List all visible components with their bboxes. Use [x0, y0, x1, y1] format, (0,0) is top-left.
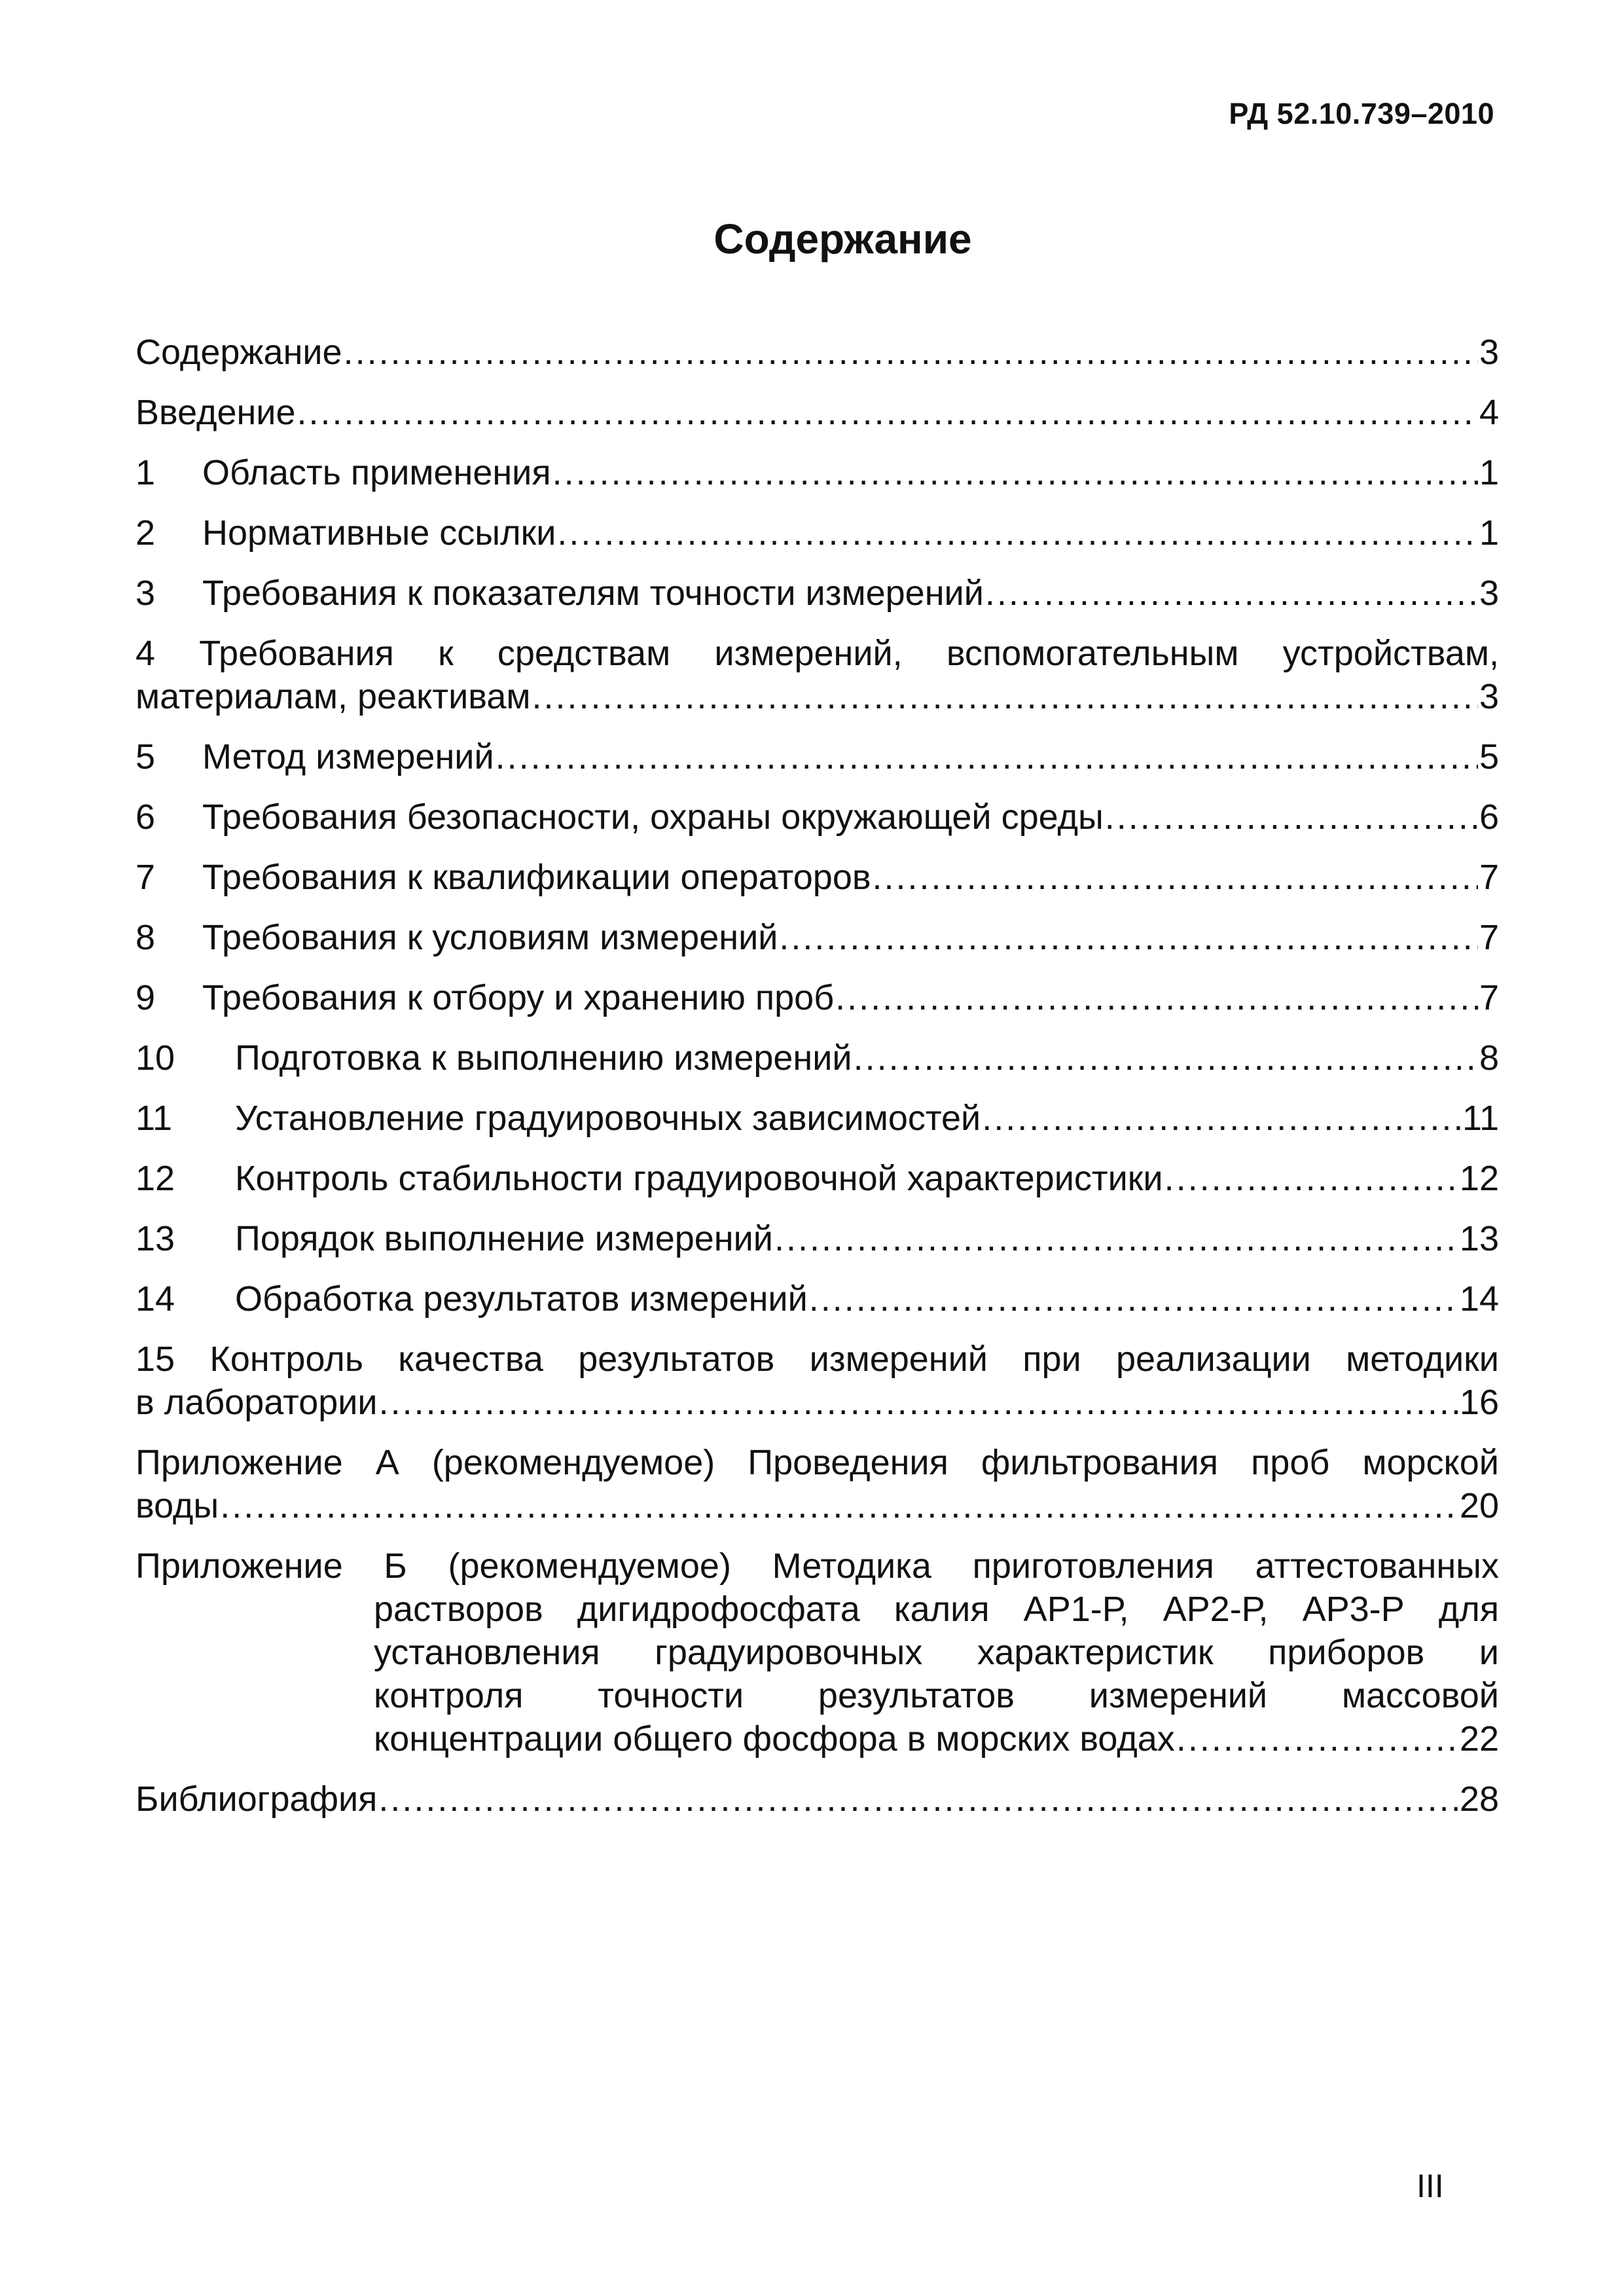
toc-entry-14[interactable] [135, 1277, 1499, 1321]
toc-entry-12[interactable] [135, 1157, 1499, 1200]
toc-entry-page: 1 [1479, 453, 1499, 492]
dot-leader [220, 1484, 1458, 1527]
toc-entry-word: аттестованных [1255, 1546, 1499, 1586]
toc-entry-word: Проведения [748, 1443, 948, 1482]
toc-entry-10[interactable] [135, 1036, 1499, 1080]
toc-entry-6[interactable] [135, 795, 1499, 839]
toc-entry-text: концентрации общего фосфора в морских водах [374, 1719, 1175, 1758]
dot-leader [557, 511, 1478, 555]
toc-entry-word: измерений [809, 1339, 988, 1379]
toc-entry-number: 5 [135, 737, 156, 776]
toc-entry-word: реализации [1116, 1339, 1311, 1379]
toc-entry-word: дигидрофосфата [577, 1590, 860, 1629]
toc-entry-page: 22 [1459, 1719, 1499, 1758]
toc-entry-text: материалам, реактивам [135, 677, 531, 716]
toc-entry-word: приготовления [972, 1546, 1214, 1586]
toc-entry-text: Требования к отбору и хранению проб [202, 978, 835, 1017]
toc-entry-text: Требования к показателям точности измерений [202, 574, 984, 613]
toc-entry-word: результатов [818, 1676, 1015, 1715]
toc-entry-number: 1 [135, 453, 156, 492]
dot-leader [1105, 795, 1478, 839]
toc-entry-number: 6 [135, 797, 156, 837]
toc-entry-word: измерений [1089, 1676, 1268, 1715]
toc-entry-word: калия [893, 1590, 990, 1629]
toc-entry-line [374, 1631, 1499, 1674]
toc-entry-page: 7 [1479, 858, 1499, 897]
toc-entry-word: Приложение [135, 1443, 343, 1482]
toc-entry-word: градуировочных [655, 1633, 923, 1672]
toc-entry-introduction[interactable] [135, 391, 1499, 434]
toc-entry-2[interactable] [135, 511, 1499, 555]
toc-entry-text: Контроль стабильности градуировочной характеристики [235, 1159, 1163, 1198]
toc-entry-word: точности [598, 1676, 744, 1715]
toc-entry-word: качества [398, 1339, 543, 1379]
toc-entry-word: к [438, 634, 454, 673]
toc-entry-page: 13 [1459, 1219, 1499, 1258]
toc-entry-page: 12 [1459, 1159, 1499, 1198]
dot-leader [379, 1381, 1458, 1424]
dot-leader [1164, 1157, 1458, 1200]
toc-entry-word: Б [384, 1546, 407, 1586]
toc-entry-page: 3 [1479, 677, 1499, 716]
table-of-contents [135, 331, 1499, 1838]
toc-entry-11[interactable] [135, 1097, 1499, 1140]
toc-entry-word: АР2-Р, [1163, 1590, 1269, 1629]
toc-entry-text: Установление градуировочных зависимостей [235, 1099, 981, 1138]
toc-entry-page: 7 [1479, 918, 1499, 957]
toc-entry-3[interactable] [135, 572, 1499, 615]
toc-entry-number: 10 [135, 1038, 175, 1078]
dot-leader [297, 391, 1478, 434]
toc-entry-word: характеристик [977, 1633, 1214, 1672]
toc-entry-number: 8 [135, 918, 156, 957]
toc-entry-word: Требования [199, 634, 394, 673]
toc-entry-1[interactable] [135, 451, 1499, 494]
dot-leader [779, 916, 1478, 959]
toc-entry-word: массовой [1341, 1676, 1499, 1715]
toc-entry-text: Метод измерений [202, 737, 494, 776]
toc-entry-word: при [1022, 1339, 1081, 1379]
toc-entry-5[interactable] [135, 735, 1499, 778]
toc-entry-word: АР3-Р [1302, 1590, 1405, 1629]
dot-leader [1176, 1717, 1458, 1760]
dot-leader [873, 856, 1478, 899]
toc-entry-word: измерений, [714, 634, 903, 673]
document-code: РД 52.10.739–2010 [1229, 97, 1494, 130]
dot-leader [496, 735, 1478, 778]
toc-entry-number: 4 [135, 634, 156, 673]
toc-entry-word: контроля [374, 1676, 524, 1715]
toc-entry-word: (рекомендуемое) [448, 1546, 731, 1586]
toc-entry-word: приборов [1268, 1633, 1425, 1672]
toc-entry-text: воды [135, 1486, 219, 1525]
toc-entry-text: Нормативные ссылки [202, 513, 556, 553]
toc-entry-page: 6 [1479, 797, 1499, 837]
toc-entry-page: 28 [1459, 1779, 1499, 1819]
toc-entry-number: 3 [135, 574, 156, 613]
dot-leader [982, 1097, 1461, 1140]
toc-entry-first-line [135, 1441, 1499, 1484]
dot-leader [774, 1217, 1458, 1260]
toc-entry-text: Библиография [135, 1779, 378, 1819]
toc-entry-number: 9 [135, 978, 156, 1017]
toc-entry-page: 20 [1459, 1486, 1499, 1525]
dot-leader [344, 331, 1478, 374]
toc-entry-page: 8 [1479, 1038, 1499, 1078]
toc-entry-word: фильтрования [981, 1443, 1219, 1482]
dot-leader [552, 451, 1478, 494]
toc-entry-line [374, 1674, 1499, 1717]
toc-entry-text: в лаборатории [135, 1383, 378, 1422]
toc-entry-word: проб [1251, 1443, 1330, 1482]
toc-entry-page: 3 [1479, 333, 1499, 372]
toc-entry-text: Требования безопасности, охраны окружающей среды [202, 797, 1104, 837]
toc-entry-word: средствам [497, 634, 671, 673]
toc-entry-page: 4 [1479, 393, 1499, 432]
toc-entry-number: 2 [135, 513, 156, 553]
toc-entry-word: (рекомендуемое) [431, 1443, 715, 1482]
page-number: III [1416, 2168, 1444, 2204]
toc-entry-7[interactable] [135, 856, 1499, 899]
toc-entry-text: Требования к условиям измерений [202, 918, 778, 957]
toc-entry-first-line [135, 1544, 1499, 1588]
toc-entry-first-line [135, 632, 1499, 675]
toc-entry-word: для [1438, 1590, 1499, 1629]
toc-entry-number: 13 [135, 1219, 175, 1258]
dot-leader [532, 675, 1478, 718]
toc-entry-page: 1 [1479, 513, 1499, 553]
toc-entry-line [374, 1588, 1499, 1631]
dot-leader [378, 1777, 1458, 1821]
toc-entry-text: Порядок выполнение измерений [235, 1219, 773, 1258]
toc-entry-word: установления [374, 1633, 600, 1672]
dot-leader [835, 976, 1478, 1019]
toc-entry-number: 7 [135, 858, 156, 897]
toc-entry-number: 15 [135, 1339, 175, 1379]
toc-entry-page: 14 [1459, 1279, 1499, 1319]
toc-entry-word: А [375, 1443, 399, 1482]
toc-entry-text: Требования к квалификации операторов [202, 858, 871, 897]
toc-entry-page: 3 [1479, 574, 1499, 613]
dot-leader [809, 1277, 1458, 1321]
toc-entry-15[interactable] [135, 1338, 1499, 1424]
toc-entry-bibliography[interactable] [135, 1777, 1499, 1821]
toc-entry-word: Методика [772, 1546, 931, 1586]
toc-entry-13[interactable] [135, 1217, 1499, 1260]
toc-entry-word: Приложение [135, 1546, 343, 1586]
dot-leader [854, 1036, 1478, 1080]
toc-entry-text: Подготовка к выполнению измерений [235, 1038, 852, 1078]
page-title: Содержание [713, 215, 972, 263]
toc-entry-word: вспомогательным [946, 634, 1239, 673]
toc-entry-page: 5 [1479, 737, 1499, 776]
toc-entry-9[interactable] [135, 976, 1499, 1019]
toc-entry-text: Область применения [202, 453, 551, 492]
toc-entry-word: морской [1362, 1443, 1499, 1482]
toc-entry-8[interactable] [135, 916, 1499, 959]
toc-entry-word: Контроль [209, 1339, 363, 1379]
toc-entry-number: 12 [135, 1159, 175, 1198]
toc-entry-text: Обработка результатов измерений [235, 1279, 808, 1319]
toc-entry-word: устройствам, [1282, 634, 1499, 673]
toc-entry-appendix-a[interactable] [135, 1441, 1499, 1527]
toc-entry-contents[interactable] [135, 331, 1499, 374]
toc-entry-word: и [1479, 1633, 1499, 1672]
toc-entry-text: Введение [135, 393, 296, 432]
toc-entry-4[interactable] [135, 632, 1499, 718]
toc-entry-word: АР1-Р, [1023, 1590, 1129, 1629]
toc-entry-appendix-b[interactable] [135, 1544, 1499, 1760]
toc-entry-word: растворов [374, 1590, 543, 1629]
toc-entry-word: результатов [578, 1339, 775, 1379]
toc-entry-page: 7 [1479, 978, 1499, 1017]
toc-entry-first-line [135, 1338, 1499, 1381]
toc-entry-word: методики [1346, 1339, 1499, 1379]
toc-entry-page: 16 [1459, 1383, 1499, 1422]
toc-entry-page: 11 [1462, 1099, 1499, 1138]
toc-entry-number: 14 [135, 1279, 175, 1319]
toc-entry-number: 11 [135, 1099, 173, 1138]
dot-leader [985, 572, 1478, 615]
toc-entry-text: Содержание [135, 333, 342, 372]
